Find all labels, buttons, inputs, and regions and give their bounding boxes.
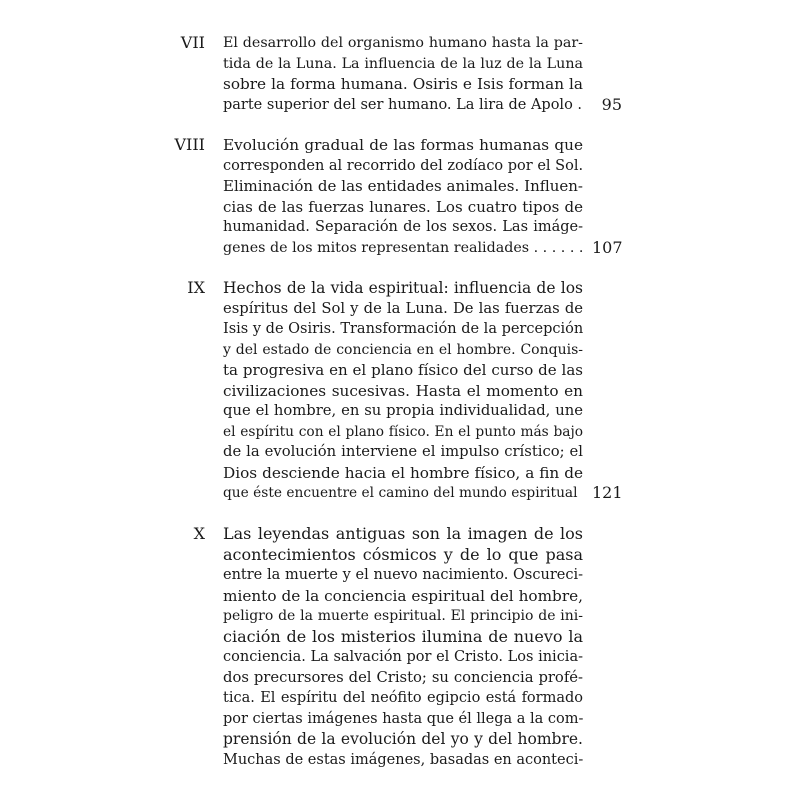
summary-line: Eliminación de las entidades animales. Influen-: [223, 177, 583, 195]
chapter-summary: [223, 135, 583, 258]
summary-line: genes de los mitos representan realidades . . . . . .: [223, 239, 584, 256]
chapter-summary: [223, 524, 583, 770]
chapter-summary: [223, 278, 583, 504]
summary-line: prensión de la evolución del yo y del hombre.: [223, 730, 583, 748]
chapter-number: X: [193, 524, 205, 543]
summary-line: humanidad. Separación de los sexos. Las imáge-: [223, 219, 583, 235]
page-number: 107: [592, 237, 623, 257]
summary-line: dos precursores del Cristo; su conciencia profé-: [223, 668, 583, 686]
summary-line: Dios desciende hacia el hombre físico, a fin de: [223, 463, 583, 482]
summary-line: miento de la conciencia espiritual del hombre,: [223, 586, 583, 605]
summary-line: corresponden al recorrido del zodíaco por el Sol.: [223, 157, 584, 174]
chapter-summary: [223, 33, 583, 115]
page-number: 95: [601, 94, 622, 114]
summary-line: El desarrollo del organismo humano hasta la par-: [223, 35, 583, 51]
chapter-number: IX: [187, 278, 205, 297]
chapter-number: VIII: [174, 135, 205, 154]
summary-line: ciación de los misterios ilumina de nuevo la: [223, 626, 583, 646]
summary-line: tica. El espíritu del neófito egipcio está formado: [223, 690, 583, 706]
summary-line: ta progresiva en el plano físico del curso de las: [223, 361, 583, 379]
summary-line: tida de la Luna. La influencia de la luz de la Luna: [223, 55, 583, 72]
summary-line: Isis y de Osiris. Transformación de la percepción: [223, 321, 584, 337]
summary-line: civilizaciones sucesivas. Hasta el momento en: [223, 381, 583, 400]
chapter-number: VII: [180, 33, 205, 52]
summary-line: por ciertas imágenes hasta que él llega a la com-: [223, 710, 584, 727]
summary-line: y del estado de conciencia en el hombre. Conquis-: [223, 341, 583, 358]
summary-line: que el hombre, en su propia individualidad, une: [223, 402, 583, 419]
summary-line: que éste encuentre el camino del mundo espiritual: [223, 485, 578, 501]
summary-line: parte superior del ser humano. La lira de Apolo .: [223, 96, 583, 113]
summary-line: el espíritu con el plano físico. En el punto más bajo: [223, 423, 583, 440]
summary-line: de la evolución interviene el impulso crístico; el: [223, 443, 583, 460]
page-number: 121: [592, 483, 623, 502]
summary-line: entre la muerte y el nuevo nacimiento. Oscureci-: [223, 567, 583, 583]
summary-line: Hechos de la vida espiritual: influencia de los: [223, 279, 583, 297]
summary-line: cias de las fuerzas lunares. Los cuatro tipos de: [223, 197, 583, 216]
summary-line: Evolución gradual de las formas humanas que: [223, 136, 583, 154]
summary-line: Muchas de estas imágenes, basadas en aconteci-: [223, 751, 584, 768]
summary-line: sobre la forma humana. Osiris e Isis forman la: [223, 75, 583, 93]
summary-line: peligro de la muerte espiritual. El principio de ini-: [223, 608, 583, 624]
summary-line: conciencia. La salvación por el Cristo. Los inicia-: [223, 649, 583, 665]
summary-line: acontecimientos cósmicos y de lo que pasa: [223, 544, 583, 564]
summary-line: espíritus del Sol y de la Luna. De las fuerzas de: [223, 299, 583, 317]
summary-line: Las leyendas antiguas son la imagen de los: [223, 524, 583, 543]
